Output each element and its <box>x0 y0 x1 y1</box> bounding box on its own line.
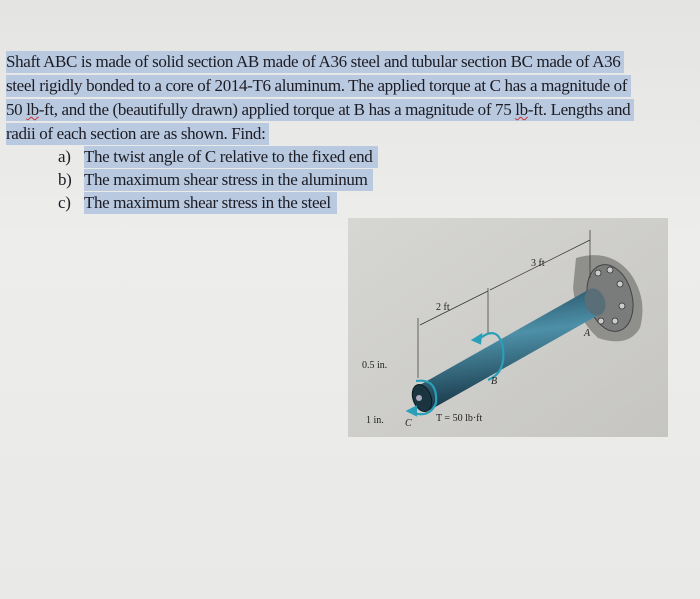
aluminum-core <box>416 395 422 401</box>
torque-c-label: T = 50 lb·ft <box>436 413 483 424</box>
shaft-figure <box>348 218 668 437</box>
spellcheck-word: lb <box>515 100 528 119</box>
problem-line-3 <box>6 99 634 121</box>
item-text: The maximum shear stress in the aluminum <box>84 169 373 191</box>
point-c-label: C <box>405 418 412 429</box>
point-a-label: A <box>584 328 591 339</box>
problem-line-2: steel rigidly bonded to a core of 2014-T6 aluminum. The applied torque at C has a magnitude of <box>6 75 631 97</box>
item-label: c) <box>58 193 71 212</box>
text-segment: -ft. Lengths and <box>527 100 631 119</box>
spellcheck-word: lb <box>26 100 39 119</box>
outer-radius-label: 1 in. <box>366 415 384 426</box>
item-text: The twist angle of C relative to the fixed end <box>84 146 378 168</box>
length-ab-label: 3 ft <box>531 258 545 269</box>
point-b-label: B <box>491 376 498 387</box>
text-segment: -ft, and the (beautifully drawn) applied torque at B has a magnitude of 75 <box>38 100 516 119</box>
item-text: The maximum shear stress in the steel <box>84 192 337 214</box>
problem-line-1: Shaft ABC is made of solid section AB made of A36 steel and tubular section BC made of A36 <box>6 51 624 73</box>
problem-line-4: radii of each section are as shown. Find: <box>6 123 269 145</box>
item-label: a) <box>58 147 71 166</box>
item-label: b) <box>58 170 72 189</box>
text-segment: 50 <box>6 100 27 119</box>
inner-radius-label: 0.5 in. <box>362 360 388 371</box>
length-bc-label: 2 ft <box>436 302 450 313</box>
